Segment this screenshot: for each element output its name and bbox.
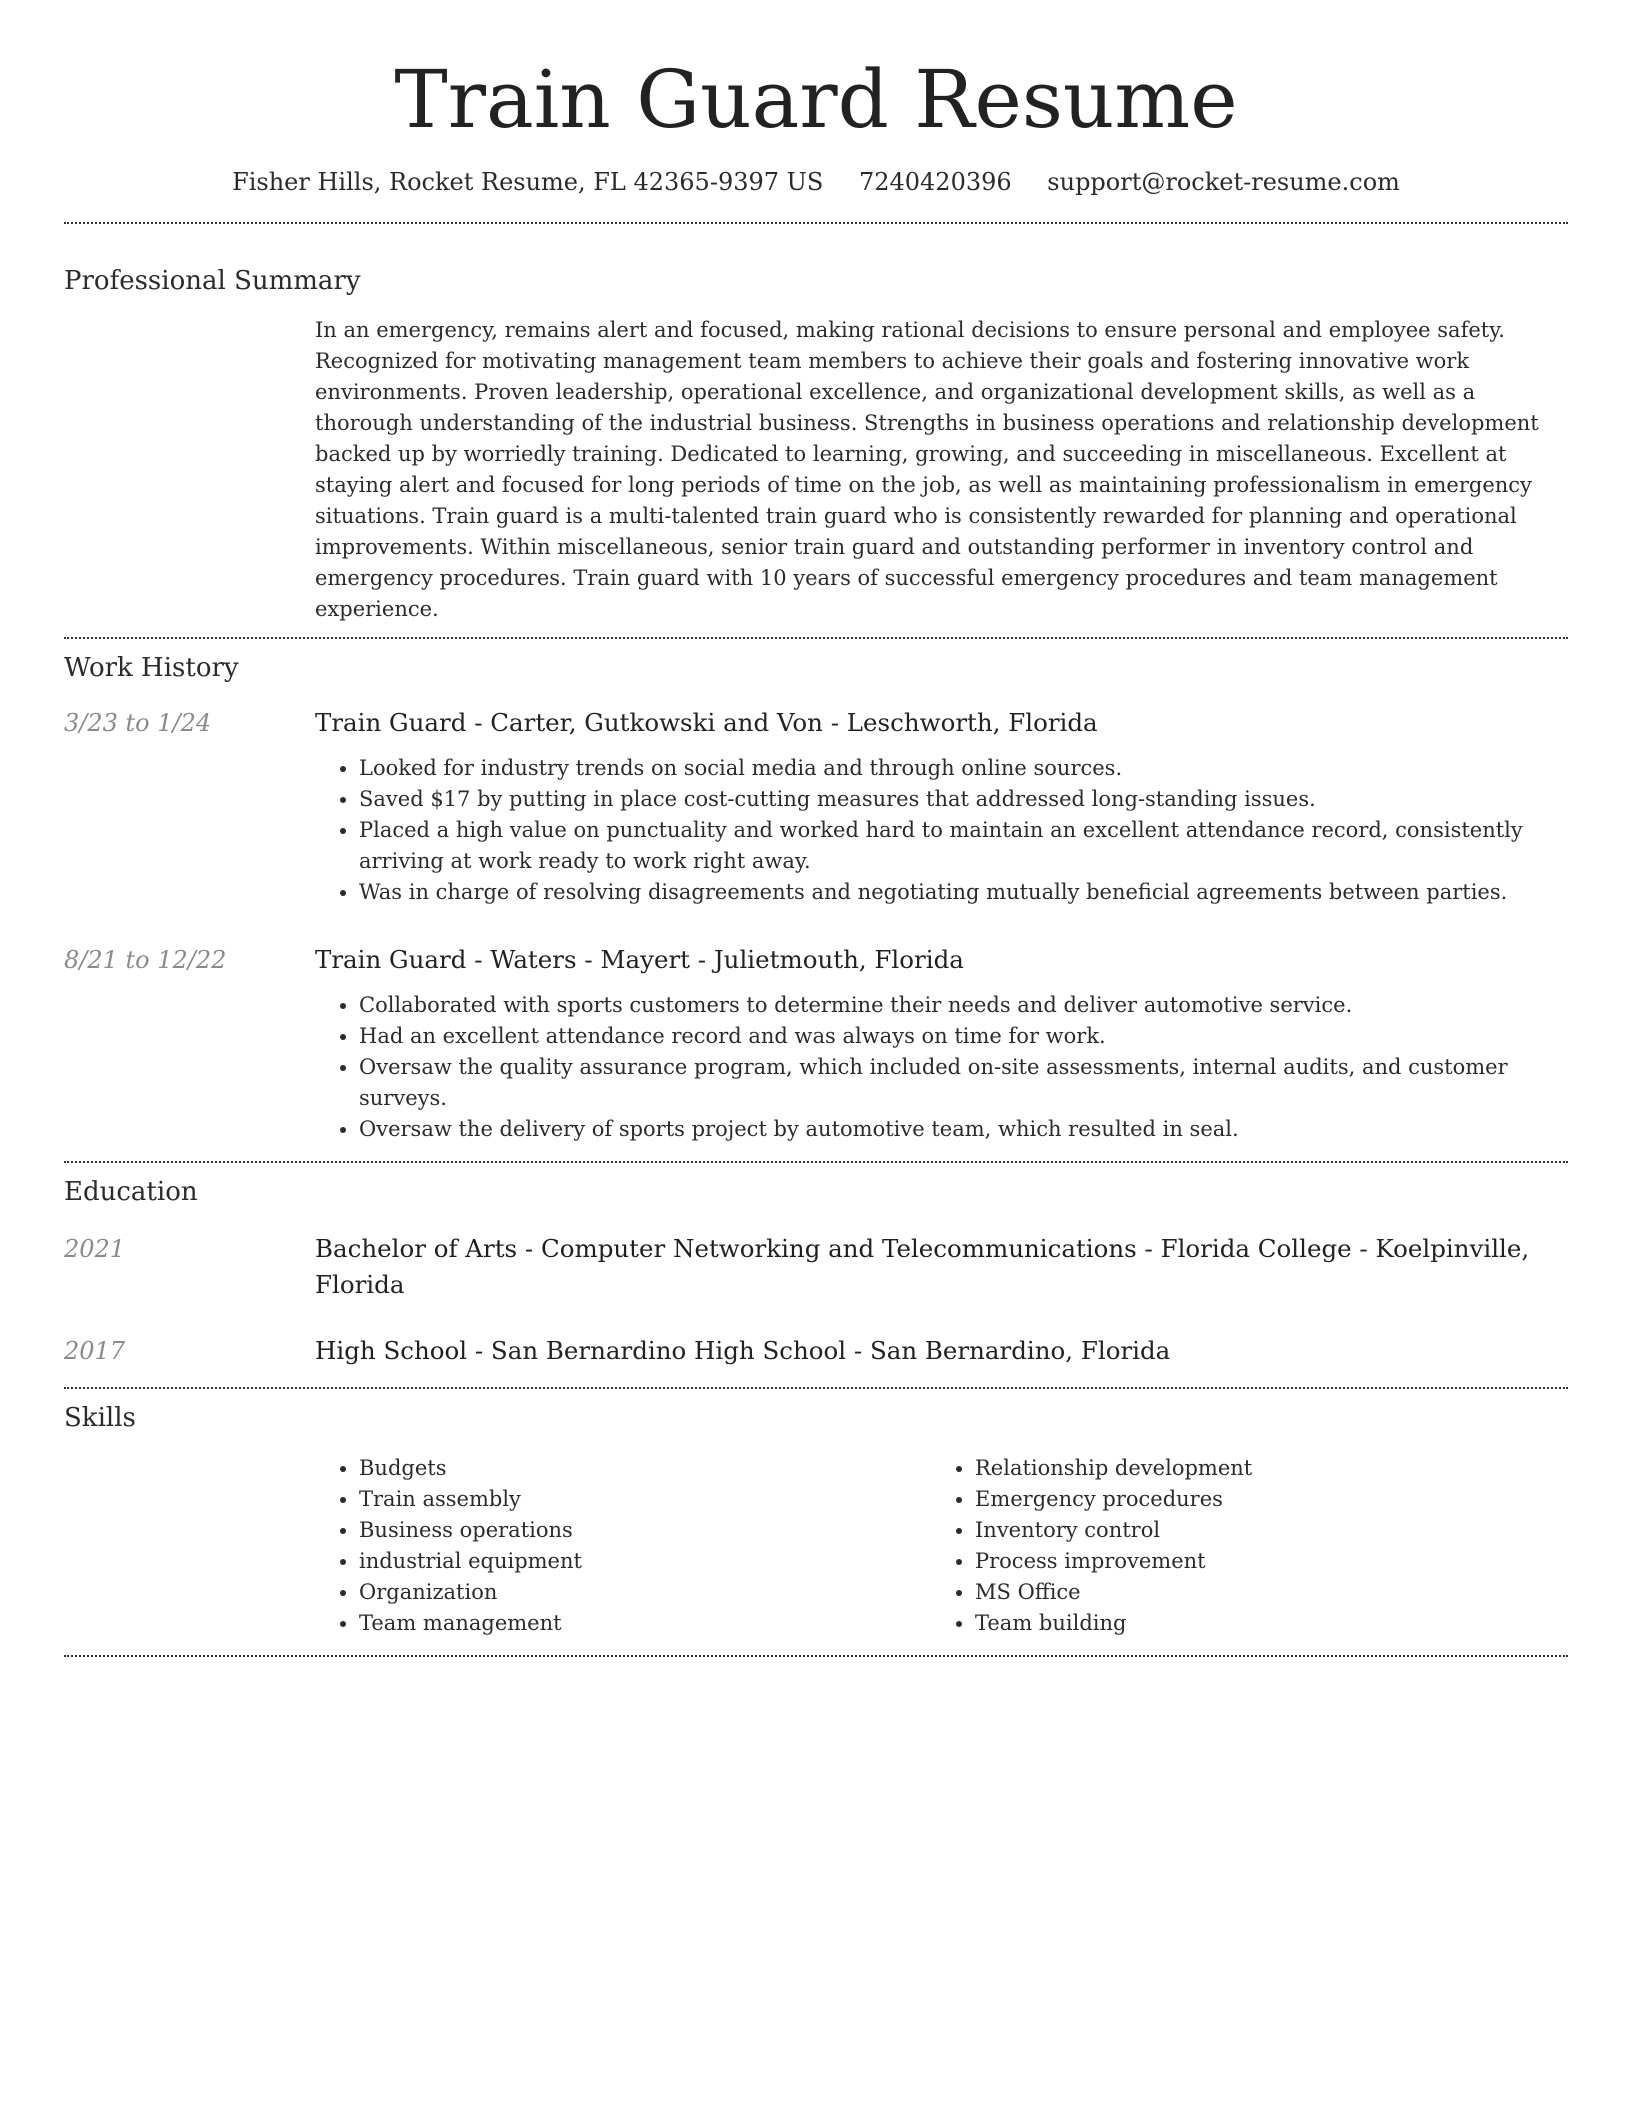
skills-list (931, 1453, 1547, 1639)
education-school: - Florida College - Koelpinville, Florida (315, 1234, 1530, 1299)
contact-line (64, 166, 1568, 198)
education-year: 2017 (64, 1337, 126, 1365)
skill-item: • Team management (359, 1608, 931, 1639)
education-school: - San Bernardino High School - San Bernardino, Florida (467, 1336, 1171, 1365)
skills-column-right (931, 1453, 1547, 1639)
skills-section (64, 1389, 1568, 1655)
skill-item: • Relationship development (975, 1453, 1547, 1484)
skill-item: • Team building (975, 1608, 1547, 1639)
job-title: Train Guard - Waters - Mayert - Julietmouth, Florida (315, 945, 964, 974)
summary-text: In an emergency, remains alert and focused, making rational decisions to ensure personal and employee safety. Recognized for motivating management team members to achieve their goals and fostering innovative work environments. Proven leadership, operational excellence, and organizational development skills, as well as a thorough understanding of the industrial business. Strengths in business operations and relationship development backed up by worriedly training. Dedicated to learning, growing, and succeeding in miscellaneous. Excellent at staying alert and focused for long periods of time on the job, as well as maintaining professionalism in emergency situations. Train guard is a multi-talented train guard who is consistently rewarded for planning and operational improvements. Within miscellaneous, senior train guard and outstanding performer in inventory control and emergency procedures. Train guard with 10 years of successful emergency procedures and team management experience. (315, 318, 1539, 621)
education-title (315, 1231, 1565, 1303)
contact-email: support@rocket-resume.com (1047, 168, 1400, 196)
education-degree: Bachelor of Arts - Computer Networking and Telecommunications (315, 1234, 1137, 1263)
resume-name: Train Guard Resume (394, 53, 1238, 146)
job-bullet: • Looked for industry trends on social media and through online sources. (359, 753, 1568, 784)
skill-item: • Process improvement (975, 1546, 1547, 1577)
contact-phone: 7240420396 (858, 168, 1012, 196)
education-heading: Education (64, 1177, 198, 1207)
skill-item: • Train assembly (359, 1484, 931, 1515)
work-section (64, 639, 1568, 1161)
job-title: Train Guard - Carter, Gutkowski and Von - Leschworth, Florida (315, 708, 1098, 737)
education-degree: High School (315, 1336, 468, 1365)
job-bullet: • Had an excellent attendance record and was always on time for work. (359, 1021, 1568, 1052)
skills-grid (315, 1453, 1568, 1639)
job-entry (64, 705, 1568, 908)
summary-content (315, 315, 1568, 637)
resume-header (64, 0, 1568, 198)
job-bullet: • Collaborated with sports customers to determine their needs and deliver automotive service. (359, 990, 1568, 1021)
education-year: 2021 (64, 1235, 126, 1263)
education-section (64, 1163, 1568, 1387)
skills-column-left (315, 1453, 931, 1639)
education-entry (64, 1231, 1568, 1303)
skill-item: • MS Office (975, 1577, 1547, 1608)
job-bullets (315, 990, 1568, 1145)
contact-address: Fisher Hills, Rocket Resume, FL 42365-9397 US (232, 168, 824, 196)
skill-item: • Emergency procedures (975, 1484, 1547, 1515)
job-bullet: • Was in charge of resolving disagreements and negotiating mutually beneficial agreements between parties. (359, 877, 1568, 908)
education-entry (64, 1333, 1568, 1369)
skill-item: • Budgets (359, 1453, 931, 1484)
job-bullet: • Saved $17 by putting in place cost-cutting measures that addressed long-standing issues. (359, 784, 1568, 815)
job-bullets (315, 753, 1568, 908)
skills-heading: Skills (64, 1403, 136, 1433)
work-heading: Work History (64, 653, 239, 683)
job-bullet: • Placed a high value on punctuality and worked hard to maintain an excellent attendance record, consistently arriving at work ready to work right away. (359, 815, 1568, 877)
education-title (315, 1333, 1170, 1369)
job-bullet: • Oversaw the delivery of sports project by automotive team, which resulted in seal. (359, 1114, 1568, 1145)
job-bullet: • Oversaw the quality assurance program, which included on-site assessments, internal audits, and customer surveys. (359, 1052, 1568, 1114)
skill-item: • Inventory control (975, 1515, 1547, 1546)
skill-item: • industrial equipment (359, 1546, 931, 1577)
skills-list (315, 1453, 931, 1639)
section-divider (64, 1655, 1568, 1657)
summary-section (64, 224, 1568, 637)
summary-heading: Professional Summary (64, 266, 361, 296)
job-dates: 3/23 to 1/24 (64, 709, 212, 737)
job-dates: 8/21 to 12/22 (64, 946, 227, 974)
skill-item: • Organization (359, 1577, 931, 1608)
job-entry (64, 942, 1568, 1145)
skill-item: • Business operations (359, 1515, 931, 1546)
